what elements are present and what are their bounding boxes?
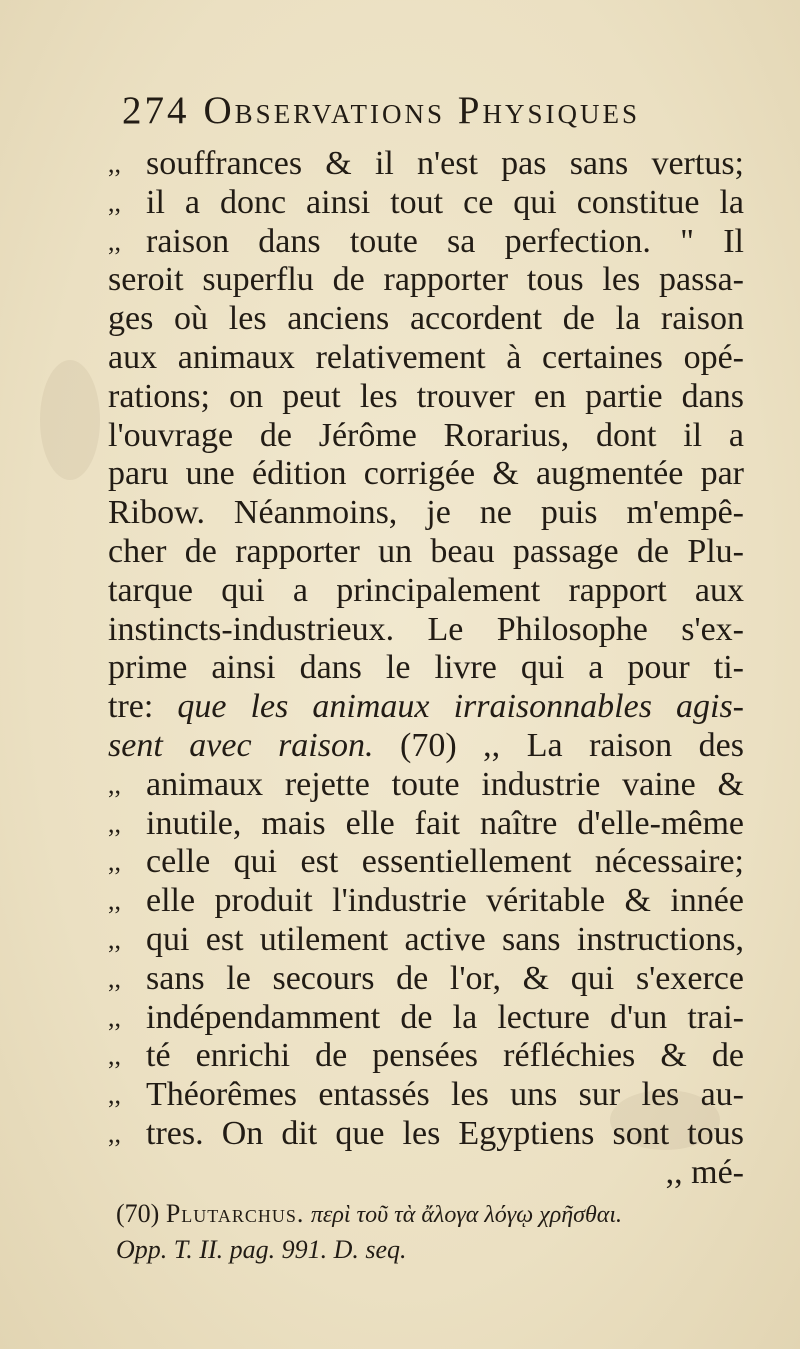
text-line (108, 649, 744, 688)
footnote-greek-title: περὶ τοῦ τὰ ἄλογα λόγῳ χρῆσθαι. (310, 1202, 623, 1228)
text-line (108, 882, 744, 921)
roman-text: celle qui est essentiellement nécessaire; (146, 843, 744, 881)
line-text (146, 882, 744, 921)
quote-mark: ,, (108, 1080, 121, 1110)
line-text (146, 766, 744, 805)
quote-mark: ,, (108, 886, 121, 916)
roman-text: raison dans toute sa perfection. " Il (146, 222, 744, 260)
line-text (146, 999, 744, 1038)
footnote (116, 1196, 746, 1268)
footnote-author: Plutarchus. (165, 1199, 305, 1228)
roman-text: Ribow. Néanmoins, je ne puis m'empê- (108, 494, 744, 532)
quote-mark: ,, (108, 149, 121, 178)
line-text (108, 300, 744, 339)
roman-text: Théorêmes entassés les uns sur les au- (146, 1076, 744, 1114)
line-text (108, 572, 744, 611)
roman-text: rations; on peut les trouver en partie dans (108, 377, 744, 415)
line-text (108, 611, 744, 650)
roman-text: seroit superflu de rapporter tous les passa- (108, 261, 744, 299)
roman-text: tres. On dit que les Egyptiens sont tous (146, 1114, 744, 1152)
text-line (108, 843, 744, 882)
roman-text: aux animaux relativement à certaines opé- (108, 338, 744, 376)
line-text (108, 261, 744, 300)
text-line (108, 300, 744, 339)
text-line (108, 727, 744, 766)
running-title: Observations Physiques (203, 89, 640, 132)
roman-text: prime ainsi dans le livre qui a pour ti- (108, 649, 744, 687)
roman-text: il a donc ainsi tout ce qui constitue la (146, 183, 744, 221)
text-line (108, 960, 744, 999)
text-line (108, 261, 744, 300)
roman-text: elle produit l'industrie véritable & innée (146, 882, 744, 920)
text-line (108, 417, 744, 456)
line-text (146, 1076, 744, 1115)
roman-text: tarque qui a principalement rapport aux (108, 571, 744, 609)
line-text (146, 184, 744, 223)
roman-text: ges où les anciens accordent de la raison (108, 300, 744, 338)
text-line (108, 339, 744, 378)
text-line (108, 184, 744, 223)
roman-text: (70) ,, La raison des (373, 726, 744, 764)
line-text (108, 649, 744, 688)
quote-mark: ,, (108, 924, 121, 954)
text-line (108, 494, 744, 533)
text-line (108, 1076, 744, 1115)
line-text (108, 455, 744, 494)
text-line (108, 378, 744, 417)
text-line (108, 611, 744, 650)
line-text (108, 727, 744, 766)
roman-text: instincts-industrieux. Le Philosophe s'ex- (108, 610, 744, 648)
quote-mark: ,, (108, 808, 121, 838)
quote-mark: ,, (108, 1041, 121, 1071)
line-text (146, 805, 744, 844)
roman-text: ,, mé- (665, 1153, 744, 1191)
page-number: 274 (122, 89, 190, 132)
text-line (108, 1115, 744, 1154)
line-text (146, 223, 744, 262)
text-line (108, 766, 744, 805)
quote-mark: ,, (108, 187, 121, 217)
line-text (108, 1154, 744, 1193)
line-text (146, 843, 744, 882)
paper-stain (40, 360, 100, 480)
line-text (108, 688, 744, 727)
line-text (146, 1037, 744, 1076)
roman-text: souffrances & il n'est pas sans vertus; (146, 145, 744, 182)
quote-mark: ,, (108, 1002, 121, 1032)
line-text (146, 960, 744, 999)
roman-text: inutile, mais elle fait naître d'elle-même (146, 804, 744, 842)
roman-text: qui est utilement active sans instructions, (146, 920, 744, 958)
quote-mark: ,, (108, 847, 121, 877)
text-line (108, 533, 744, 572)
roman-text: sans le secours de l'or, & qui s'exerce (146, 959, 744, 997)
roman-text: paru une édition corrigée & augmentée par (108, 455, 744, 493)
footnote-citation: Opp. T. II. pag. 991. D. seq. (116, 1235, 407, 1264)
running-header (122, 88, 742, 138)
line-text (146, 1115, 744, 1154)
line-text (108, 494, 744, 533)
roman-text: cher de rapporter un beau passage de Plu- (108, 532, 744, 570)
line-text (108, 339, 744, 378)
roman-text: animaux rejette toute industrie vaine & (146, 765, 744, 803)
roman-text: indépendamment de la lecture d'un trai- (146, 998, 744, 1036)
quote-mark: ,, (108, 1118, 121, 1148)
text-line (108, 921, 744, 960)
text-line (108, 1154, 744, 1193)
text-line (108, 572, 744, 611)
text-line (108, 145, 744, 184)
line-text (146, 145, 744, 184)
body-text (108, 145, 744, 1193)
text-line (108, 688, 744, 727)
text-line (108, 999, 744, 1038)
line-text (108, 533, 744, 572)
line-text (108, 378, 744, 417)
line-text (108, 417, 744, 456)
footnote-ref: (70) (116, 1199, 160, 1228)
roman-text: l'ouvrage de Jérôme Rorarius, dont il a (108, 416, 744, 454)
roman-text: tre: (108, 688, 178, 726)
text-line (108, 455, 744, 494)
text-line (108, 805, 744, 844)
quote-mark: ,, (108, 769, 121, 799)
roman-text: té enrichi de pensées réfléchies & de (146, 1037, 744, 1075)
footnote-line (116, 1196, 746, 1232)
quote-mark: ,, (108, 963, 121, 993)
italic-title-text: que les animaux irraisonnables agis- (177, 688, 744, 726)
text-line (108, 1037, 744, 1076)
line-text (146, 921, 744, 960)
text-line (108, 223, 744, 262)
quote-mark: ,, (108, 226, 121, 256)
italic-title-text: sent avec raison. (108, 726, 374, 764)
